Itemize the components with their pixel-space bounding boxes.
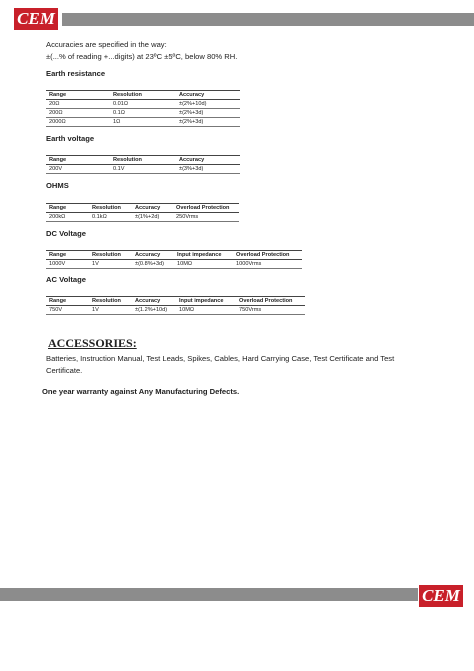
col-range: Range: [46, 251, 89, 260]
earth-resistance-table: [46, 90, 240, 127]
cell: 1Ω: [110, 118, 176, 127]
cell: 0.1V: [110, 165, 176, 174]
earth-resistance-heading: Earth resistance: [46, 69, 106, 78]
intro-line-1: Accuracies are specified in the way:: [46, 40, 167, 49]
intro-line-2: ±(...% of reading +...digits) at 23ºC ±5ºC, below 80% RH.: [46, 52, 238, 61]
col-resolution: Resolution: [110, 156, 176, 165]
col-input-impedance: Input impedance: [176, 297, 236, 306]
table-row: [46, 165, 240, 174]
footer-bar: [0, 588, 418, 601]
col-range: Range: [46, 156, 110, 165]
table-header-row: [46, 91, 240, 100]
cem-logo-bottom: CEM: [419, 585, 463, 607]
cell: ±(2%+3d): [176, 109, 240, 118]
col-overload: Overload Protection: [233, 251, 302, 260]
col-resolution: Resolution: [89, 297, 132, 306]
cell: 1V: [89, 260, 132, 269]
col-accuracy: Accuracy: [176, 156, 240, 165]
cell: 200kΩ: [46, 213, 89, 222]
accessories-text: Batteries, Instruction Manual, Test Leads, Spikes, Cables, Hard Carrying Case, Test Certificate and Test Certificate.: [46, 354, 395, 375]
table-header-row: [46, 204, 239, 213]
dc-voltage-heading: DC Voltage: [46, 229, 86, 238]
table-row: [46, 100, 240, 109]
cell: 0.1kΩ: [89, 213, 132, 222]
col-overload: Overload Protection: [236, 297, 305, 306]
cem-logo-top: CEM: [14, 8, 58, 30]
col-resolution: Resolution: [110, 91, 176, 100]
col-accuracy: Accuracy: [132, 297, 176, 306]
cell: 250Vrms: [173, 213, 239, 222]
table-header-row: [46, 251, 302, 260]
cell: ±(0.8%+3d): [132, 260, 174, 269]
cell: 0.01Ω: [110, 100, 176, 109]
cell: 20Ω: [46, 100, 110, 109]
cell: 750Vrms: [236, 306, 305, 315]
col-resolution: Resolution: [89, 251, 132, 260]
cell: 750V: [46, 306, 89, 315]
cell: 200Ω: [46, 109, 110, 118]
col-overload: Overload Protection: [173, 204, 239, 213]
col-range: Range: [46, 204, 89, 213]
cell: 10MΩ: [176, 306, 236, 315]
table-row: [46, 213, 239, 222]
table-row: [46, 260, 302, 269]
cell: 1V: [89, 306, 132, 315]
cell: ±(1%+2d): [132, 213, 173, 222]
table-row: [46, 118, 240, 127]
ohms-heading: OHMS: [46, 181, 69, 190]
ac-voltage-heading: AC Voltage: [46, 275, 86, 284]
col-range: Range: [46, 91, 110, 100]
earth-voltage-table: [46, 155, 240, 174]
col-resolution: Resolution: [89, 204, 132, 213]
warranty-text: One year warranty against Any Manufacturing Defects.: [42, 387, 240, 396]
accessories-heading: ACCESSORIES:: [48, 336, 137, 350]
ohms-table: [46, 203, 239, 222]
table-header-row: [46, 156, 240, 165]
dc-voltage-table: [46, 250, 302, 269]
col-accuracy: Accuracy: [132, 251, 174, 260]
table-row: [46, 306, 305, 315]
cell: 1000V: [46, 260, 89, 269]
header-bar: [62, 13, 474, 26]
ac-voltage-table: [46, 296, 305, 315]
cell: 0.1Ω: [110, 109, 176, 118]
col-accuracy: Accuracy: [132, 204, 173, 213]
cell: ±(3%+3d): [176, 165, 240, 174]
table-row: [46, 109, 240, 118]
cell: ±(1.2%+10d): [132, 306, 176, 315]
table-header-row: [46, 297, 305, 306]
accuracy-intro: [46, 39, 237, 63]
col-input-impedance: Input impedance: [174, 251, 233, 260]
cell: 10MΩ: [174, 260, 233, 269]
cell: ±(2%+3d): [176, 118, 240, 127]
col-accuracy: Accuracy: [176, 91, 240, 100]
earth-voltage-heading: Earth voltage: [46, 134, 95, 143]
cell: 200V: [46, 165, 110, 174]
cell: ±(2%+10d): [176, 100, 240, 109]
cell: 1000Vrms: [233, 260, 302, 269]
col-range: Range: [46, 297, 89, 306]
cell: 2000Ω: [46, 118, 110, 127]
